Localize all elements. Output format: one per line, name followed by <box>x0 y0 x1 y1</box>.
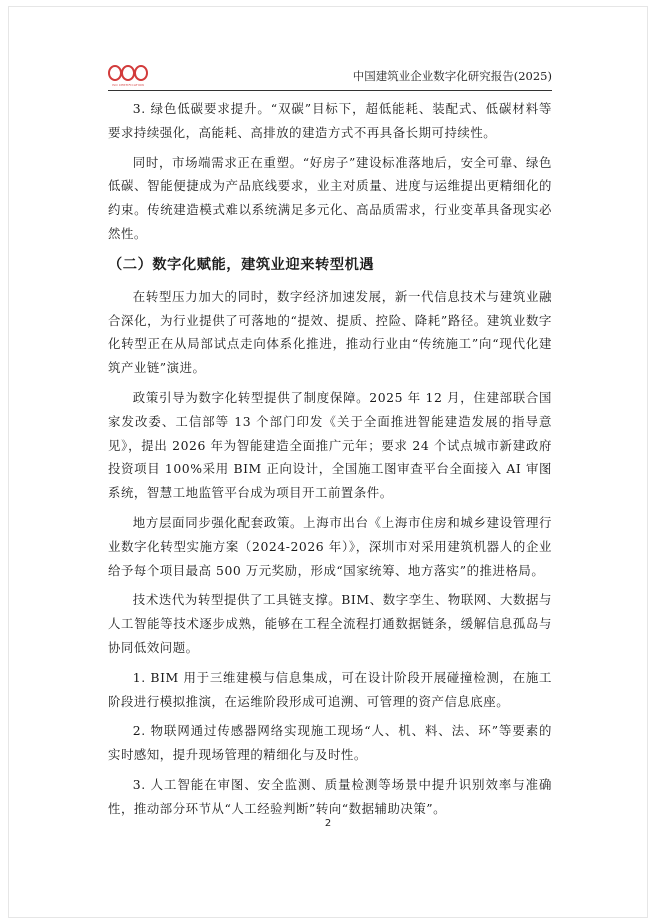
report-title: 中国建筑业企业数字化研究报告(2025) <box>352 69 552 83</box>
page-header <box>108 62 552 91</box>
paragraph: 技术迭代为转型提供了工具链支撑。BIM、数字孪生、物联网、大数据与人工智能等技术逐步成熟，能够在工程全流程打通数据链条，缓解信息孤岛与协同低效问题。 <box>108 592 552 655</box>
paragraph: 3. 绿色低碳要求提升。“双碳”目标下，超低能耗、装配式、低碳材料等要求持续强化，高能耗、高排放的建造方式不再具备长期可持续性。 <box>108 101 552 140</box>
page-content <box>108 97 552 827</box>
list-item: 2. 物联网通过传感器网络实现施工现场“人、机、料、法、环”等要素的实时感知，提升现场管理的精细化与及时性。 <box>108 723 552 763</box>
paragraph: 同时，市场端需求正在重塑。“好房子”建设标准落地后，安全可靠、绿色低碳、智能便捷成为产品底线要求，业主对质量、进度与运维提出更精细化的约束。传统建造模式难以系统满足多元化、高品质需求，行业变革具备现实必然性。 <box>108 154 552 241</box>
logo-text: ISO CERTIFICATION <box>112 83 144 87</box>
section-heading: （二）数字化赋能，建筑业迎来转型机遇 <box>108 256 375 273</box>
list-item: 1. BIM 用于三维建模与信息集成，可在设计阶段开展碰撞检测，在施工阶段进行模拟推演，在运维阶段形成可追溯、可管理的资产信息底座。 <box>108 669 552 709</box>
company-logo <box>108 64 148 88</box>
paragraph: 地方层面同步强化配套政策。上海市出台《上海市住房和城乡建设管理行业数字化转型实施方案（2024-2026 年）》，深圳市对采用建筑机器人的企业给予每个项目最高 500 万元奖励，形成“国家统筹、地方落实”的推进格局。 <box>108 514 552 578</box>
paragraph: 在转型压力加大的同时，数字经济加速发展，新一代信息技术与建筑业融合深化，为行业提供了可落地的“提效、提质、控险、降耗”路径。建筑业数字化转型正在从局部试点走向体系化推进，推动行业由“传统施工”向“现代化建筑产业链”演进。 <box>108 288 552 376</box>
paragraph: 政策引导为数字化转型提供了制度保障。2025 年 12 月，住建部联合国家发改委、工信部等 13 个部门印发《关于全面推进智能建造发展的指导意见》，提出 2026 年为智能建造全面推广元年；要求 24 个试点城市新建政府投资项目 100%采用 BIM 正向设计，全国施工图审查平台全面接入 AI 审图系统，智慧工地监管平台成为项目开工前置条件。 <box>108 389 552 501</box>
logo-rings-icon <box>108 64 148 84</box>
list-item: 3. 人工智能在审图、安全监测、质量检测等场景中提升识别效率与准确性，推动部分环节从“人工经验判断”转向“数据辅助决策”。 <box>108 776 552 816</box>
page-number: 2 <box>324 818 332 829</box>
